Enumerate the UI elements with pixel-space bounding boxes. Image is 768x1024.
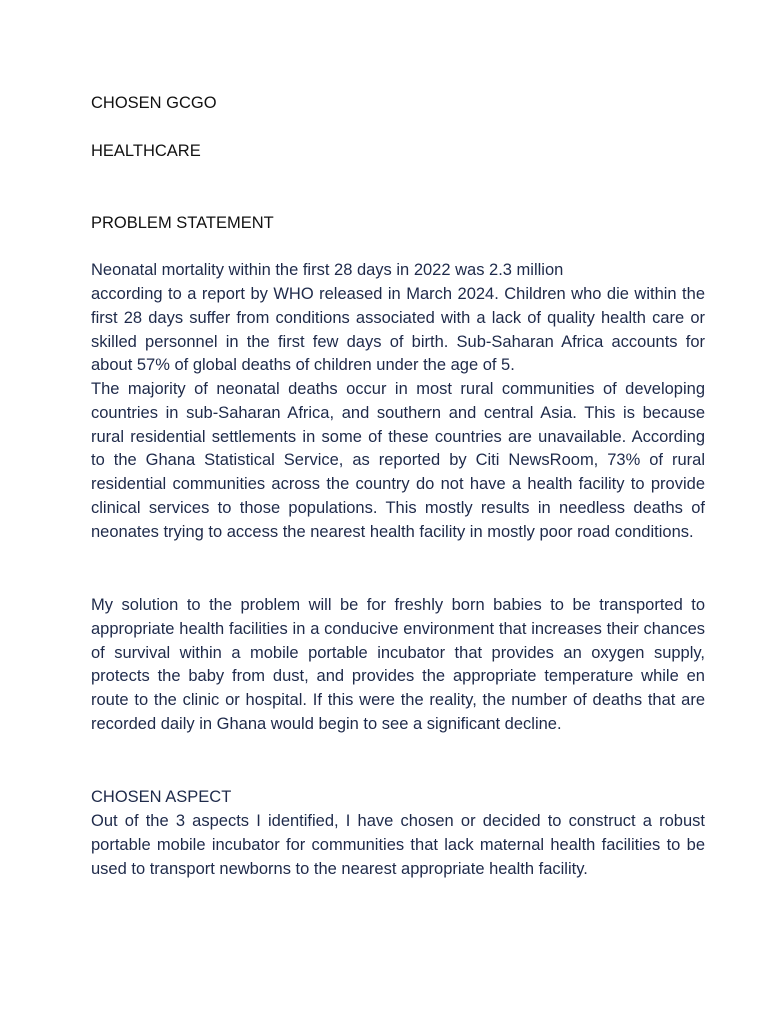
problem-first-line: Neonatal mortality within the first 28 days in 2022 was 2.3 million: [91, 261, 564, 279]
problem-statement-heading: PROBLEM STATEMENT: [91, 214, 274, 232]
chosen-aspect-heading: CHOSEN ASPECT: [91, 788, 232, 806]
gcgo-label: CHOSEN GCGO: [91, 94, 217, 112]
solution-paragraph: My solution to the problem will be for freshly born babies to be transported to appropriate health facilities in a conducive environment that increases their chances of survival within a mobile portable incubator that provides an oxygen supply, protects the baby from dust, and provides the appropriate temperature while en route to the clinic or hospital. If this were the reality, the number of deaths that are recorded daily in Ghana would begin to see a significant decline.: [91, 596, 705, 733]
problem-paragraph-2: The majority of neonatal deaths occur in most rural communities of developing countries in sub-Saharan Africa, and southern and central Asia. This is because rural residential settlements in some of these countries are unavailable. According to the Ghana Statistical Service, as reported by Citi NewsRoom, 73% of rural residential communities across the country do not have a health facility to provide clinical services to those populations. This mostly results in needless deaths of neonates trying to access the nearest health facility in mostly poor road conditions.: [91, 380, 705, 541]
chosen-aspect-paragraph: Out of the 3 aspects I identified, I have chosen or decided to construct a robust portable mobile incubator for communities that lack maternal health facilities to be used to transport newborns to the nearest appropriate health facility.: [91, 812, 705, 878]
domain-label: HEALTHCARE: [91, 142, 201, 160]
problem-paragraph-1: according to a report by WHO released in March 2024. Children who die within the first 28 days suffer from conditions associated with a lack of quality health care or skilled personnel in the first few days of birth. Sub-Saharan Africa accounts for about 57% of global deaths of children under the age of 5.: [91, 285, 705, 375]
